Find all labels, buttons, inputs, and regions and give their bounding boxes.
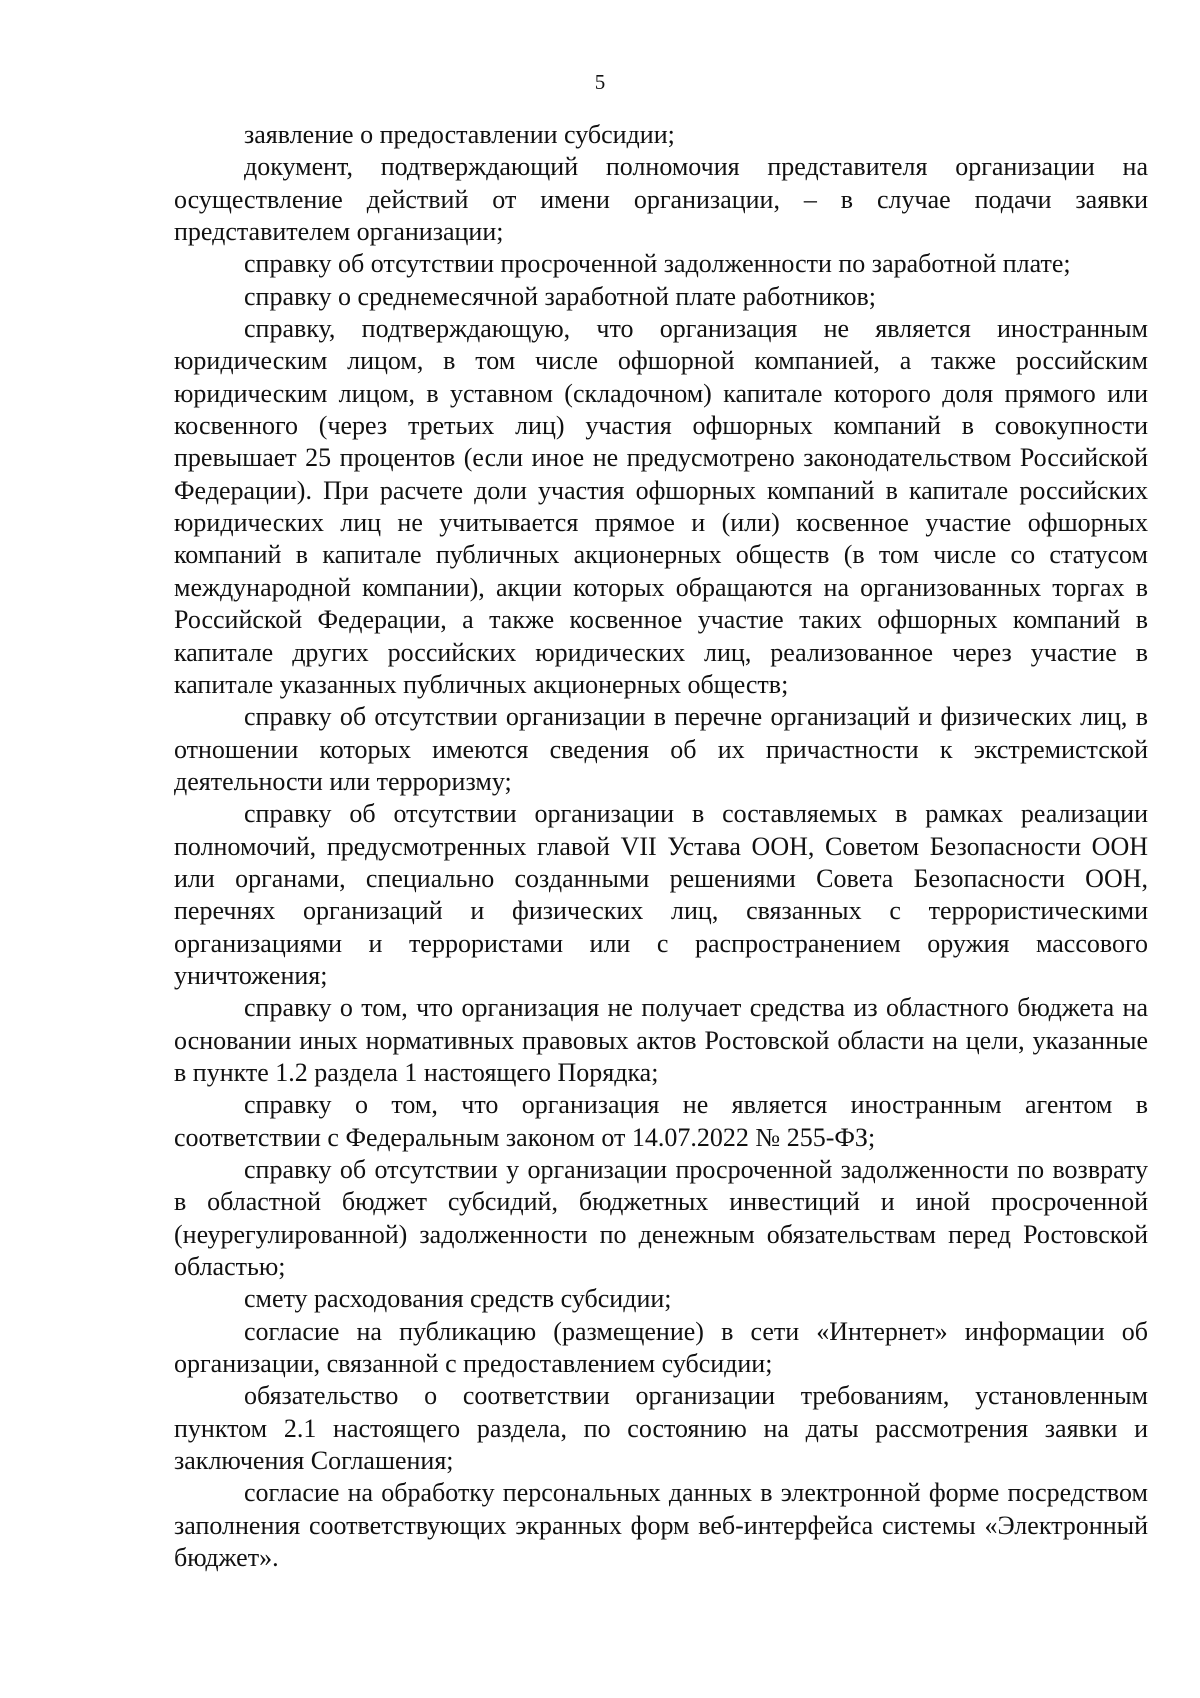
paragraph-budget-debt-certificate: справку об отсутствии у организации просроченной задолженности по возврату в областной бюджет субсидий, бюджетных инвестиций и иной просроченной (неурегулированной) задолженности по денежным обязательствам перед Ростовской областью; bbox=[174, 1155, 1148, 1282]
paragraph-salary-arrears-certificate: справку об отсутствии просроченной задолженности по заработной плате; bbox=[244, 249, 1071, 279]
paragraph-offshore-certificate: справку, подтверждающую, что организация не является иностранным юридическим лицом, в том числе офшорной компанией, а также российским юридическим лицом, в уставном (складочном) капитале которого доля прямого или косвенного (через третьих лиц) участия офшорных компаний в совокупности превышает 25 процентов (если иное не предусмотрено законодательством Российской Федерации). При расчете доли участия офшорных компаний в капитале российских юридических лиц не учитывается прямое и (или) косвенное участие офшорных компаний в капитале публичных акционерных обществ (в том числе со статусом международной компании), акции которых обращаются на организованных торгах в Российской Федерации, а также косвенное участие таких офшорных компаний в капитале других российских юридических лиц, реализованное через участие в капитале указанных публичных акционерных обществ; bbox=[174, 314, 1148, 699]
paragraph-average-salary-certificate: справку о среднемесячной заработной плате работников; bbox=[244, 281, 877, 311]
paragraph-foreign-agent-certificate: справку о том, что организация не является иностранным агентом в соответствии с Федеральным законом от 14.07.2022 № 255-ФЗ; bbox=[174, 1090, 1148, 1152]
paragraph-authority-document: документ, подтверждающий полномочия представителя организации на осуществление действий от имени организации, – в случае подачи заявки представителем организации; bbox=[174, 152, 1148, 247]
paragraph-spending-estimate: смету расходования средств субсидии; bbox=[244, 1284, 672, 1314]
document-body bbox=[174, 119, 1148, 1574]
paragraph-application: заявление о предоставлении субсидии; bbox=[244, 120, 675, 149]
paragraph-regional-budget-certificate: справку о том, что организация не получает средства из областного бюджета на основании иных нормативных правовых актов Ростовской области на цели, указанные в пункте 1.2 раздела 1 настоящего Порядка; bbox=[174, 993, 1148, 1087]
page-number: 5 bbox=[594, 70, 606, 94]
paragraph-personal-data-consent: согласие на обработку персональных данных в электронной форме посредством заполнения соответствующих экранных форм веб-интерфейса системы «Электронный бюджет». bbox=[174, 1478, 1148, 1573]
paragraph-extremism-list-certificate: справку об отсутствии организации в перечне организаций и физических лиц, в отношении которых имеются сведения об их причастности к экстремистской деятельности или терроризму; bbox=[174, 702, 1148, 796]
paragraph-un-sanctions-certificate: справку об отсутствии организации в составляемых в рамках реализации полномочий, предусмотренных главой VII Устава ООН, Советом Безопасности ООН или органами, специально созданными решениями Совета Безопасности ООН, перечнях организаций и физических лиц, связанных с террористическими организациями и террористами или с распространением оружия массового уничтожения; bbox=[174, 799, 1148, 990]
paragraph-publication-consent: согласие на публикацию (размещение) в сети «Интернет» информации об организации, связанной с предоставлением субсидии; bbox=[174, 1316, 1148, 1379]
paragraph-compliance-obligation: обязательство о соответствии организации требованиям, установленным пунктом 2.1 настоящего раздела, по состоянию на даты рассмотрения заявки и заключения Соглашения; bbox=[174, 1381, 1148, 1476]
